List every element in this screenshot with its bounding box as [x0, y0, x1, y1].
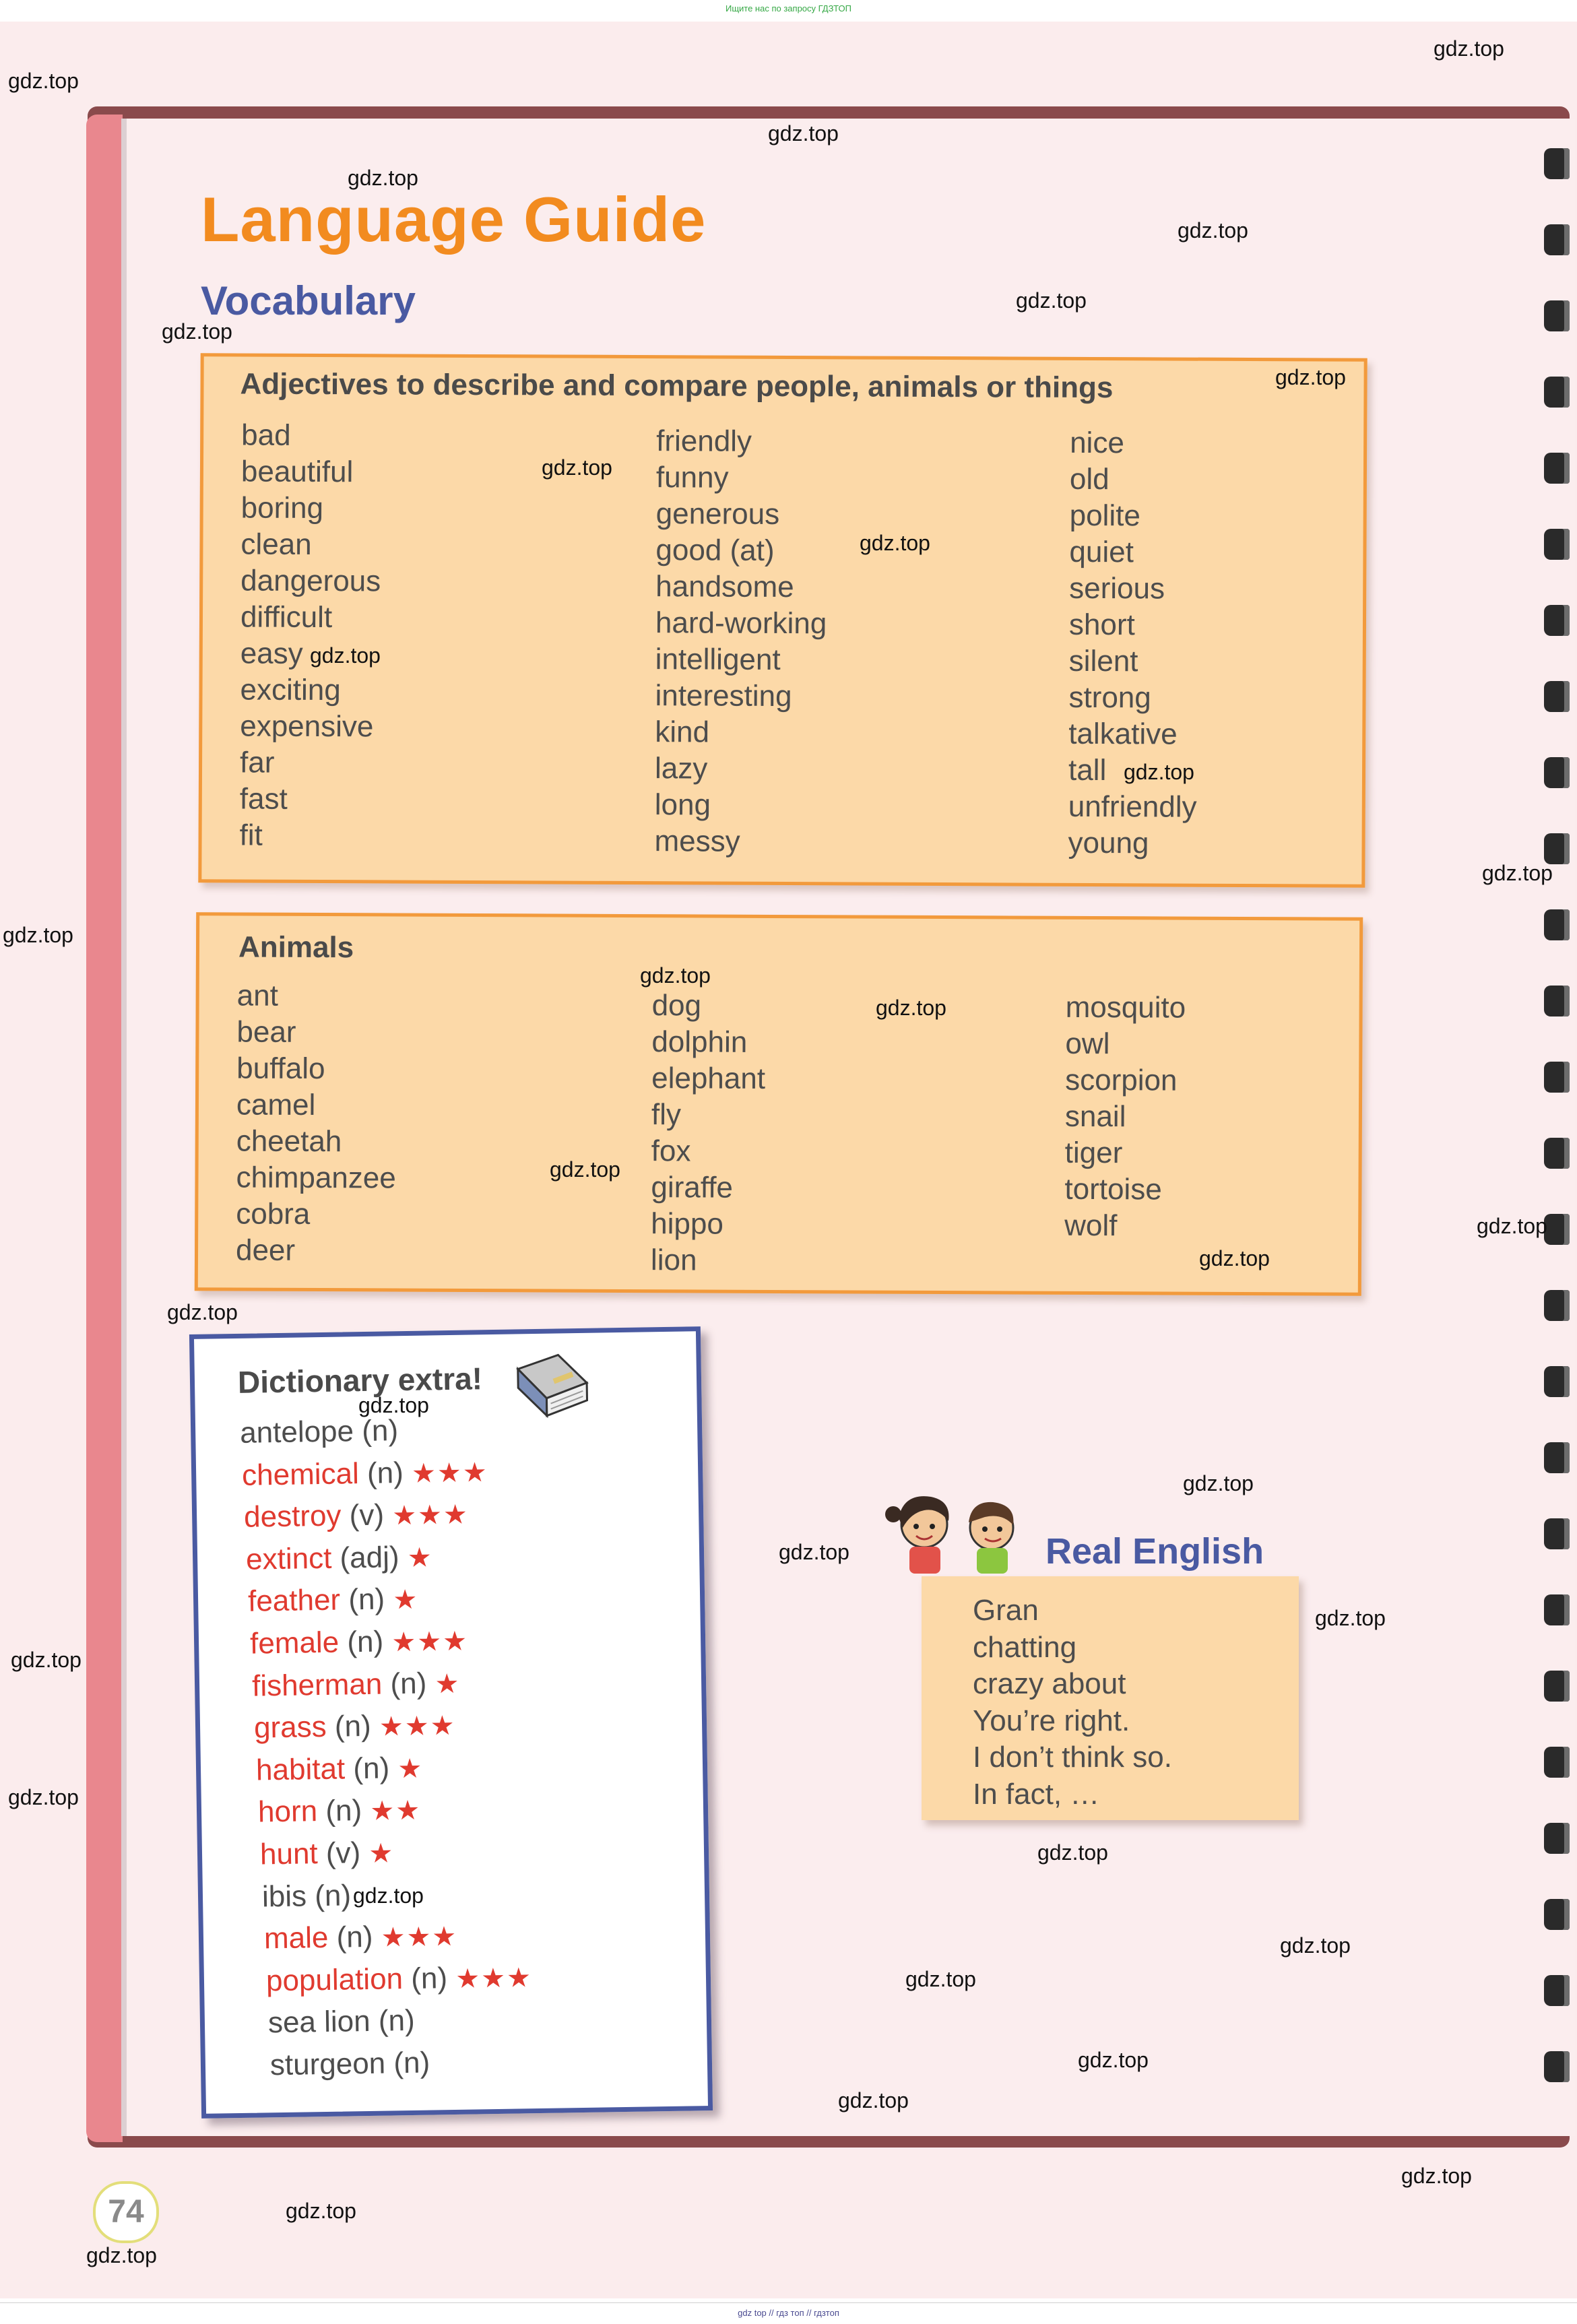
part-of-speech: (n) [334, 1710, 372, 1743]
binding-ring [1544, 757, 1570, 788]
word-item: beautiful [240, 455, 354, 489]
watermark-text: gdz.top [768, 121, 839, 146]
binding-ring [1544, 1747, 1570, 1778]
binding-ring [1544, 377, 1570, 408]
word-item: clean [240, 527, 312, 561]
watermark-text: gdz.top [8, 1785, 79, 1809]
real-english-list [973, 1592, 1172, 1813]
word-item: bear [236, 1015, 296, 1049]
watermark-text: gdz.top [162, 319, 232, 344]
binding-ring [1544, 1975, 1570, 2006]
watermark-text: gdz.top [11, 1648, 82, 1672]
part-of-speech: (n) [314, 1878, 352, 1912]
dictionary-word: habitat [255, 1752, 346, 1787]
part-of-speech: (n) [366, 1456, 404, 1490]
word-item: lazy [654, 752, 708, 785]
animals-column-2 [651, 988, 766, 1279]
binding-ring [1544, 1214, 1570, 1245]
frequency-stars: ★ [368, 1838, 395, 1869]
animals-column-3 [1064, 990, 1186, 1245]
frequency-stars: ★ [393, 1585, 419, 1615]
phrase-item: crazy about [973, 1667, 1126, 1700]
binding-ring [1544, 1138, 1570, 1169]
page-number: 74 [93, 2181, 159, 2243]
dictionary-item [249, 1998, 533, 2044]
adjectives-column-2 [654, 423, 827, 860]
word-item: young [1068, 826, 1149, 860]
part-of-speech: (v) [325, 1836, 361, 1870]
watermark-text: gdz.top [1482, 861, 1553, 885]
part-of-speech: (n) [348, 1582, 385, 1617]
word-item: tortoise [1064, 1172, 1162, 1206]
dictionary-extra-box [189, 1326, 713, 2119]
binding-ring [1544, 1518, 1570, 1549]
binding-ring [1544, 453, 1570, 484]
phrase-item: Gran [973, 1594, 1039, 1627]
watermark-text: gdz.top [779, 1540, 849, 1564]
word-item: good (at) [655, 534, 775, 567]
animals-column-1 [236, 977, 397, 1269]
word-item: buffalo [236, 1052, 325, 1086]
dictionary-word: fisherman [251, 1667, 383, 1703]
word-item: scorpion [1065, 1063, 1178, 1097]
word-item: elephant [651, 1062, 766, 1095]
dictionary-word: ibis [261, 1879, 307, 1913]
dictionary-item [249, 1956, 533, 2003]
word-item: strong [1068, 680, 1151, 715]
word-item: exciting [240, 673, 341, 707]
adjectives-heading: Adjectives to describe and compare people, animals or things [240, 367, 1114, 405]
watermark-text: gdz.top [640, 963, 711, 988]
word-item: hippo [651, 1207, 724, 1241]
frequency-stars: ★★★ [455, 1962, 533, 1994]
watermark-text: gdz.top [348, 166, 418, 190]
kids-icon [884, 1487, 1032, 1575]
part-of-speech: (v) [349, 1498, 385, 1532]
phrase-item: I don’t think so. [973, 1741, 1172, 1774]
dictionary-item [243, 1577, 527, 1623]
binding-ring [1544, 224, 1570, 255]
dictionary-item [242, 1535, 526, 1581]
watermark-text: gdz.top [8, 69, 79, 93]
word-item: nice [1070, 426, 1124, 460]
word-item: silent [1068, 644, 1138, 678]
word-item: serious [1069, 571, 1165, 606]
watermark-text: gdz.top [286, 2199, 356, 2223]
phrase-item: You’re right. [973, 1704, 1130, 1737]
watermark-text: gdz.top [1280, 1933, 1351, 1958]
dictionary-word: chemical [241, 1456, 360, 1492]
dictionary-word: male [263, 1921, 329, 1956]
dictionary-word: antelope [239, 1415, 354, 1450]
binding-ring [1544, 1290, 1570, 1321]
animals-heading: Animals [238, 930, 354, 965]
page-title: Language Guide [201, 184, 707, 255]
word-item: handsome [655, 570, 794, 604]
word-item: interesting [655, 679, 792, 713]
dictionary-word: hunt [259, 1837, 319, 1871]
watermark-text: gdz.top [1178, 218, 1248, 243]
watermark-text: gdz.top [86, 2243, 157, 2267]
word-item: easy [240, 637, 303, 670]
binding-ring [1544, 986, 1570, 1016]
word-item: fit [239, 818, 263, 852]
word-item: wolf [1064, 1208, 1118, 1243]
word-item: unfriendly [1068, 789, 1197, 824]
spiral-binding [1544, 148, 1571, 2115]
word-item: difficult [240, 600, 333, 635]
binding-ring [1544, 148, 1570, 179]
dictionary-item [240, 1450, 525, 1497]
binding-ring [1544, 1899, 1570, 1930]
dictionary-word: sea lion [267, 2005, 371, 2040]
word-item: generous [655, 497, 780, 531]
watermark-text: gdz.top [838, 2088, 909, 2112]
dictionary-extra-list [240, 1408, 534, 2087]
real-english-box [922, 1576, 1299, 1820]
watermark-text: gdz.top [1199, 1246, 1270, 1270]
word-item: friendly [656, 424, 752, 458]
word-item: long [654, 788, 711, 822]
dictionary-item [245, 1703, 529, 1749]
binding-ring [1544, 1823, 1570, 1854]
word-item: snail [1064, 1099, 1126, 1134]
dictionary-word: destroy [243, 1499, 342, 1534]
frequency-stars: ★ [407, 1543, 434, 1573]
watermark-text: gdz.top [1078, 2048, 1149, 2072]
adjectives-column-3 [1068, 425, 1198, 862]
watermark-text: gdz.top [1315, 1606, 1386, 1630]
dictionary-item [244, 1661, 528, 1708]
frequency-stars: ★★ [370, 1796, 422, 1827]
part-of-speech: (n) [378, 2004, 416, 2038]
dictionary-word: horn [257, 1795, 318, 1829]
word-item: old [1069, 462, 1109, 496]
watermark-text: gdz.top [1434, 36, 1504, 61]
part-of-speech: (n) [336, 1920, 373, 1954]
dictionary-word: feather [247, 1583, 341, 1619]
watermark-text: gdz.top [1124, 760, 1194, 784]
word-item: fly [651, 1098, 682, 1132]
dictionary-item [243, 1619, 527, 1665]
word-item: cheetah [236, 1124, 342, 1159]
binding-ring [1544, 1594, 1570, 1625]
word-item: dangerous [240, 564, 381, 598]
frequency-stars: ★ [397, 1753, 424, 1784]
adjectives-column-1 [239, 417, 381, 854]
word-item: far [239, 746, 275, 779]
dictionary-item [246, 1788, 530, 1834]
word-item: talkative [1068, 717, 1178, 751]
part-of-speech: (n) [353, 1751, 390, 1786]
word-item: chimpanzee [236, 1161, 396, 1195]
frequency-stars: ★★★ [391, 1499, 470, 1531]
part-of-speech: (adj) [340, 1540, 399, 1575]
watermark-text: gdz.top [1477, 1214, 1547, 1238]
watermark-text: gdz.top [3, 923, 73, 947]
watermark-text: gdz.top [353, 1883, 424, 1908]
word-item: ant [236, 979, 278, 1012]
word-item: intelligent [655, 643, 781, 676]
word-item: fox [651, 1134, 691, 1168]
dictionary-item [248, 1914, 532, 1960]
word-item: bad [241, 418, 291, 452]
top-banner: Ищите нас по запросу ГДЗТОП [725, 3, 851, 13]
word-item: fast [239, 782, 288, 816]
watermark-text: gdz.top [905, 1967, 976, 1991]
dictionary-item [241, 1492, 525, 1539]
binding-ring [1544, 1366, 1570, 1397]
dictionary-word: population [265, 1962, 404, 1998]
part-of-speech: (n) [325, 1794, 362, 1828]
word-item: camel [236, 1088, 316, 1122]
binding-ring [1544, 833, 1570, 864]
binding-ring [1544, 681, 1570, 712]
word-item: cobra [236, 1197, 311, 1231]
watermark-text: gdz.top [550, 1157, 620, 1182]
word-item: hard-working [655, 606, 827, 641]
bottom-banner: gdz top // гдз топ // гдзтоп [0, 2302, 1577, 2323]
part-of-speech: (n) [347, 1625, 384, 1659]
binding-ring [1544, 1442, 1570, 1473]
watermark-text: gdz.top [1016, 288, 1087, 313]
watermark-text: gdz.top [358, 1393, 429, 1417]
word-item: dolphin [651, 1025, 748, 1059]
frequency-stars: ★★★ [379, 1711, 456, 1742]
watermark-text: gdz.top [876, 996, 946, 1020]
dictionary-word: grass [253, 1710, 327, 1745]
part-of-speech: (n) [393, 2046, 430, 2080]
binding-ring [1544, 909, 1570, 940]
word-item: expensive [240, 709, 374, 744]
dictionary-word: sturgeon [269, 2046, 386, 2082]
binding-ring [1544, 529, 1570, 560]
phrase-item: chatting [973, 1630, 1077, 1664]
section-title-vocabulary: Vocabulary [201, 278, 416, 323]
watermark-text: gdz.top [310, 643, 381, 668]
watermark-text: gdz.top [1037, 1840, 1108, 1865]
word-item: polite [1069, 498, 1140, 533]
binding-ring [1544, 605, 1570, 636]
dictionary-word: female [249, 1625, 340, 1660]
dictionary-word: extinct [245, 1541, 332, 1576]
binding-ring [1544, 1671, 1570, 1702]
word-item: deer [235, 1233, 296, 1267]
word-item: boring [240, 491, 324, 525]
dictionary-item [247, 1830, 531, 1876]
watermark-text: gdz.top [860, 531, 930, 555]
frequency-stars: ★★★ [391, 1626, 469, 1658]
dictionary-item [249, 2040, 534, 2087]
watermark-text: gdz.top [1401, 2164, 1472, 2188]
word-item: tiger [1064, 1136, 1123, 1170]
page-spine [86, 115, 123, 2142]
phrase-item: In fact, … [973, 1777, 1100, 1811]
binding-ring [1544, 300, 1570, 331]
word-item: tall [1068, 753, 1107, 787]
word-item: mosquito [1065, 990, 1186, 1025]
adjectives-box [198, 353, 1367, 888]
dictionary-extra-heading: Dictionary extra! [237, 1361, 483, 1400]
watermark-text: gdz.top [1275, 365, 1346, 389]
word-item: quiet [1069, 535, 1134, 569]
animals-box [195, 912, 1363, 1296]
watermark-text: gdz.top [167, 1300, 238, 1324]
dictionary-item [245, 1745, 529, 1792]
frequency-stars: ★ [435, 1669, 461, 1699]
binding-ring [1544, 1062, 1570, 1093]
word-item: giraffe [651, 1171, 734, 1204]
word-item: kind [655, 715, 710, 749]
word-item: messy [654, 825, 740, 858]
part-of-speech: (n) [361, 1414, 399, 1448]
part-of-speech: (n) [390, 1667, 427, 1700]
word-item: owl [1065, 1027, 1110, 1061]
word-item: dog [651, 989, 702, 1023]
frequency-stars: ★★★ [411, 1457, 488, 1489]
real-english-heading: Real English [1045, 1531, 1264, 1572]
watermark-text: gdz.top [1183, 1471, 1254, 1495]
frequency-stars: ★★★ [381, 1922, 458, 1953]
part-of-speech: (n) [410, 1961, 448, 1995]
word-item: lion [650, 1244, 697, 1277]
watermark-text: gdz.top [542, 455, 612, 480]
word-item: funny [655, 461, 729, 494]
binding-ring [1544, 2051, 1570, 2082]
word-item: short [1068, 608, 1135, 642]
